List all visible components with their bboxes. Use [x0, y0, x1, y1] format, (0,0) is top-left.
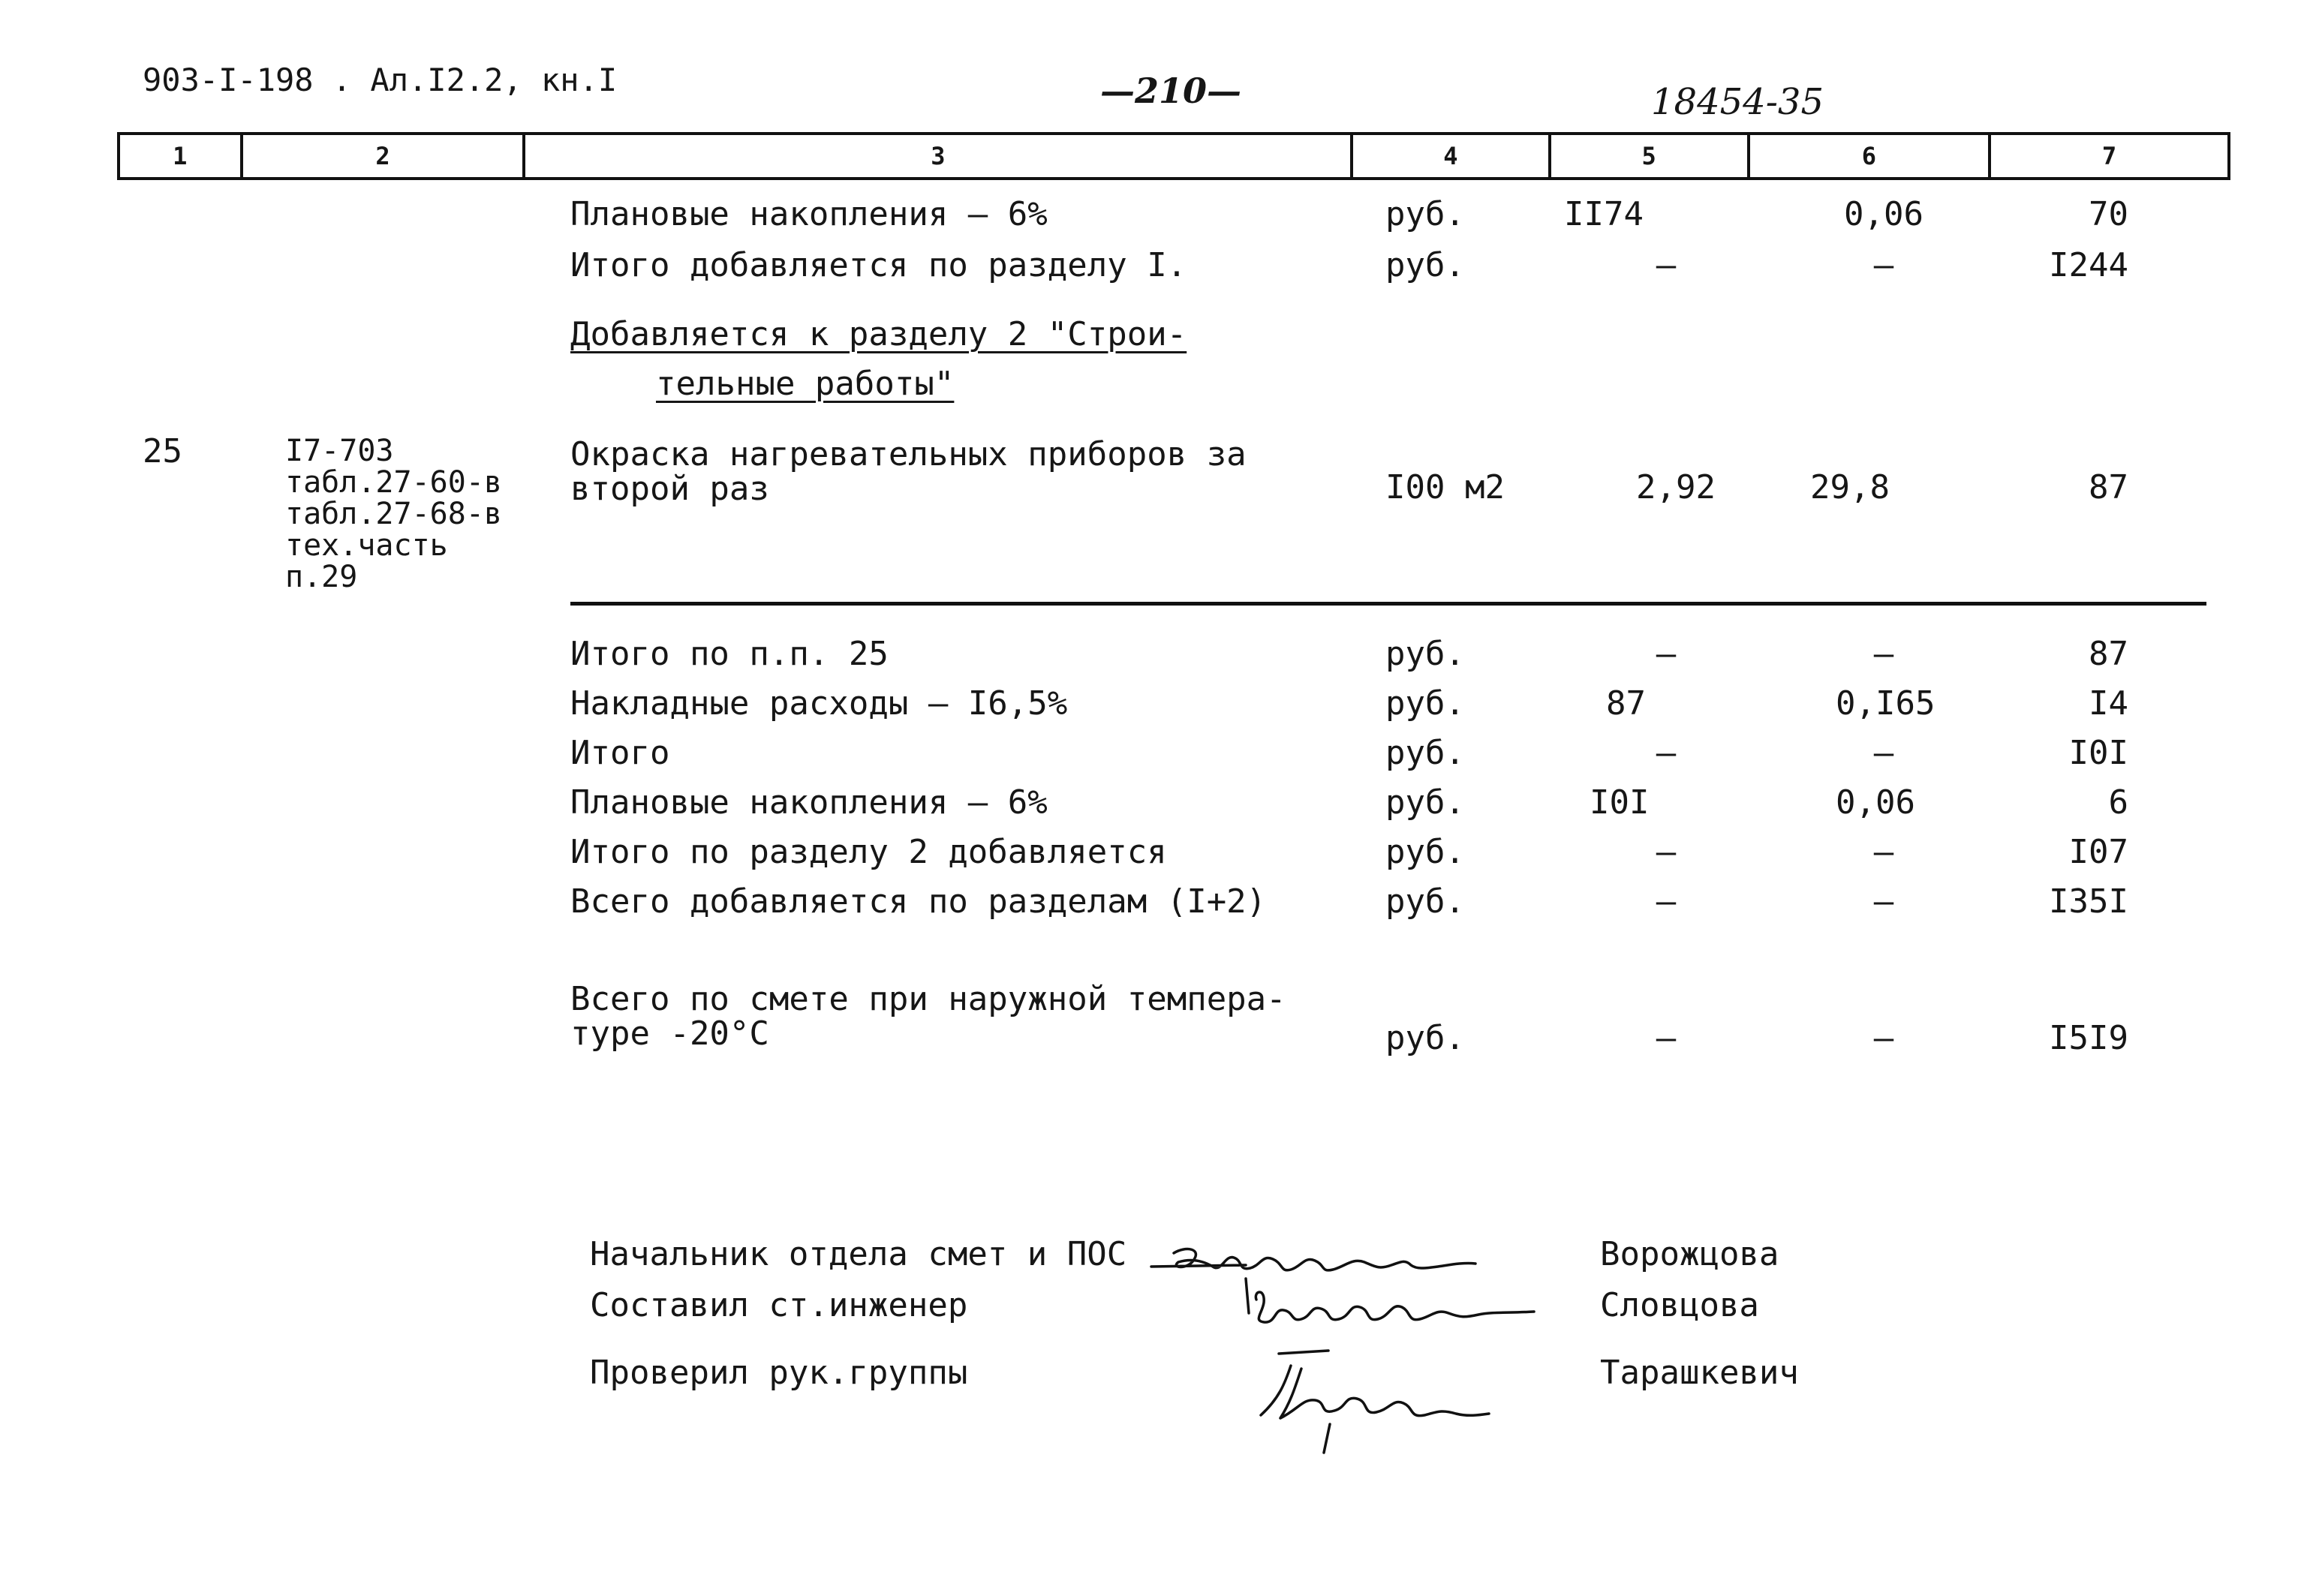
- column-header-2: 2: [243, 135, 526, 177]
- signature-role: Начальник отдела смет и ПОС: [590, 1235, 1127, 1273]
- grand-total-col5: –: [1656, 1019, 1677, 1057]
- row-col5: –: [1656, 882, 1677, 921]
- row-description: Плановые накопления – 6%: [570, 195, 1048, 233]
- column-header-6: 6: [1750, 135, 1991, 177]
- column-header-3: 3: [525, 135, 1353, 177]
- column-header-4: 4: [1353, 135, 1551, 177]
- signatory-name: Ворожцова: [1600, 1235, 1779, 1273]
- column-header-1: 1: [120, 135, 243, 177]
- row-col7: 70: [2089, 195, 2128, 233]
- row-col7: I244: [2049, 246, 2128, 284]
- grand-total-description: Всего по смете при наружной темпера-: [570, 980, 1286, 1018]
- signatory-name: Словцова: [1600, 1286, 1759, 1324]
- row-col5: 87: [1606, 684, 1646, 723]
- row-col5: –: [1656, 734, 1677, 772]
- handwritten-signature: [1246, 1346, 1501, 1459]
- row-unit: руб.: [1385, 734, 1465, 772]
- grand-total-description-continued: туре -20°C: [570, 1014, 769, 1053]
- row-col7: 6: [2108, 783, 2128, 822]
- section-heading-continued: тельные работы": [656, 365, 955, 403]
- row-col6: 0,06: [1844, 195, 1924, 233]
- inventory-number: 18454-35: [1651, 81, 1824, 123]
- column-header-7: 7: [2101, 142, 2117, 170]
- grand-total-col7: I5I9: [2049, 1019, 2128, 1057]
- item-reference-line: п.29: [285, 560, 358, 594]
- item-reference-line: табл.27-60-в: [285, 465, 502, 500]
- row-description: Итого по п.п. 25: [570, 635, 889, 673]
- column-header-5: 5: [1551, 135, 1750, 177]
- row-unit: руб.: [1385, 635, 1465, 673]
- item-col6: 29,8: [1810, 468, 1890, 506]
- row-col6: 0,I65: [1836, 684, 1936, 723]
- row-col6: 0,06: [1836, 783, 1915, 822]
- column-header-row: [117, 132, 2230, 180]
- row-description: Накладные расходы – I6,5%: [570, 684, 1068, 723]
- signature-role: Составил ст.инженер: [590, 1286, 968, 1324]
- item-reference-line: табл.27-68-в: [285, 497, 502, 531]
- row-col7: I07: [2068, 833, 2128, 871]
- row-unit: руб.: [1385, 783, 1465, 822]
- row-description: Всего добавляется по разделам (I+2): [570, 882, 1267, 921]
- row-col5: –: [1656, 635, 1677, 673]
- row-col6: –: [1873, 246, 1894, 284]
- separator-line: [570, 602, 2206, 606]
- row-unit: руб.: [1385, 246, 1465, 284]
- row-col6: –: [1873, 882, 1894, 921]
- item-description: Окраска нагревательных приборов за: [570, 435, 1247, 473]
- row-col6: –: [1873, 833, 1894, 871]
- row-col5: II74: [1564, 195, 1644, 233]
- row-unit: руб.: [1385, 833, 1465, 871]
- row-col6: –: [1873, 734, 1894, 772]
- item-number: 25: [143, 432, 182, 470]
- row-col7: I35I: [2049, 882, 2128, 921]
- row-col7: I4: [2089, 684, 2128, 723]
- document-code: 903-I-198 . Ал.I2.2, кн.I: [143, 62, 618, 98]
- row-col6: –: [1873, 635, 1894, 673]
- row-col5: I0I: [1590, 783, 1650, 822]
- row-col5: –: [1656, 833, 1677, 871]
- row-col5: –: [1656, 246, 1677, 284]
- row-description: Итого по разделу 2 добавляется: [570, 833, 1167, 871]
- item-reference-line: тех.часть: [285, 528, 448, 563]
- item-reference-line: I7-703: [285, 434, 394, 468]
- item-col7: 87: [2089, 468, 2128, 506]
- signatory-name: Тарашкевич: [1600, 1354, 1799, 1392]
- row-unit: руб.: [1385, 195, 1465, 233]
- item-description-continued: второй раз: [570, 470, 769, 508]
- page-number: —210—: [1099, 71, 1242, 111]
- grand-total-col6: –: [1873, 1019, 1894, 1057]
- section-heading: Добавляется к разделу 2 "Строи-: [570, 315, 1187, 353]
- grand-total-unit: руб.: [1385, 1019, 1465, 1057]
- row-col7: I0I: [2068, 734, 2128, 772]
- row-description: Плановые накопления – 6%: [570, 783, 1048, 822]
- row-unit: руб.: [1385, 882, 1465, 921]
- row-description: Итого: [570, 734, 670, 772]
- signature-role: Проверил рук.группы: [590, 1354, 968, 1392]
- item-col5: 2,92: [1636, 468, 1716, 506]
- row-description: Итого добавляется по разделу I.: [570, 246, 1187, 284]
- row-col7: 87: [2089, 635, 2128, 673]
- item-unit: I00 м2: [1385, 468, 1505, 506]
- row-unit: руб.: [1385, 684, 1465, 723]
